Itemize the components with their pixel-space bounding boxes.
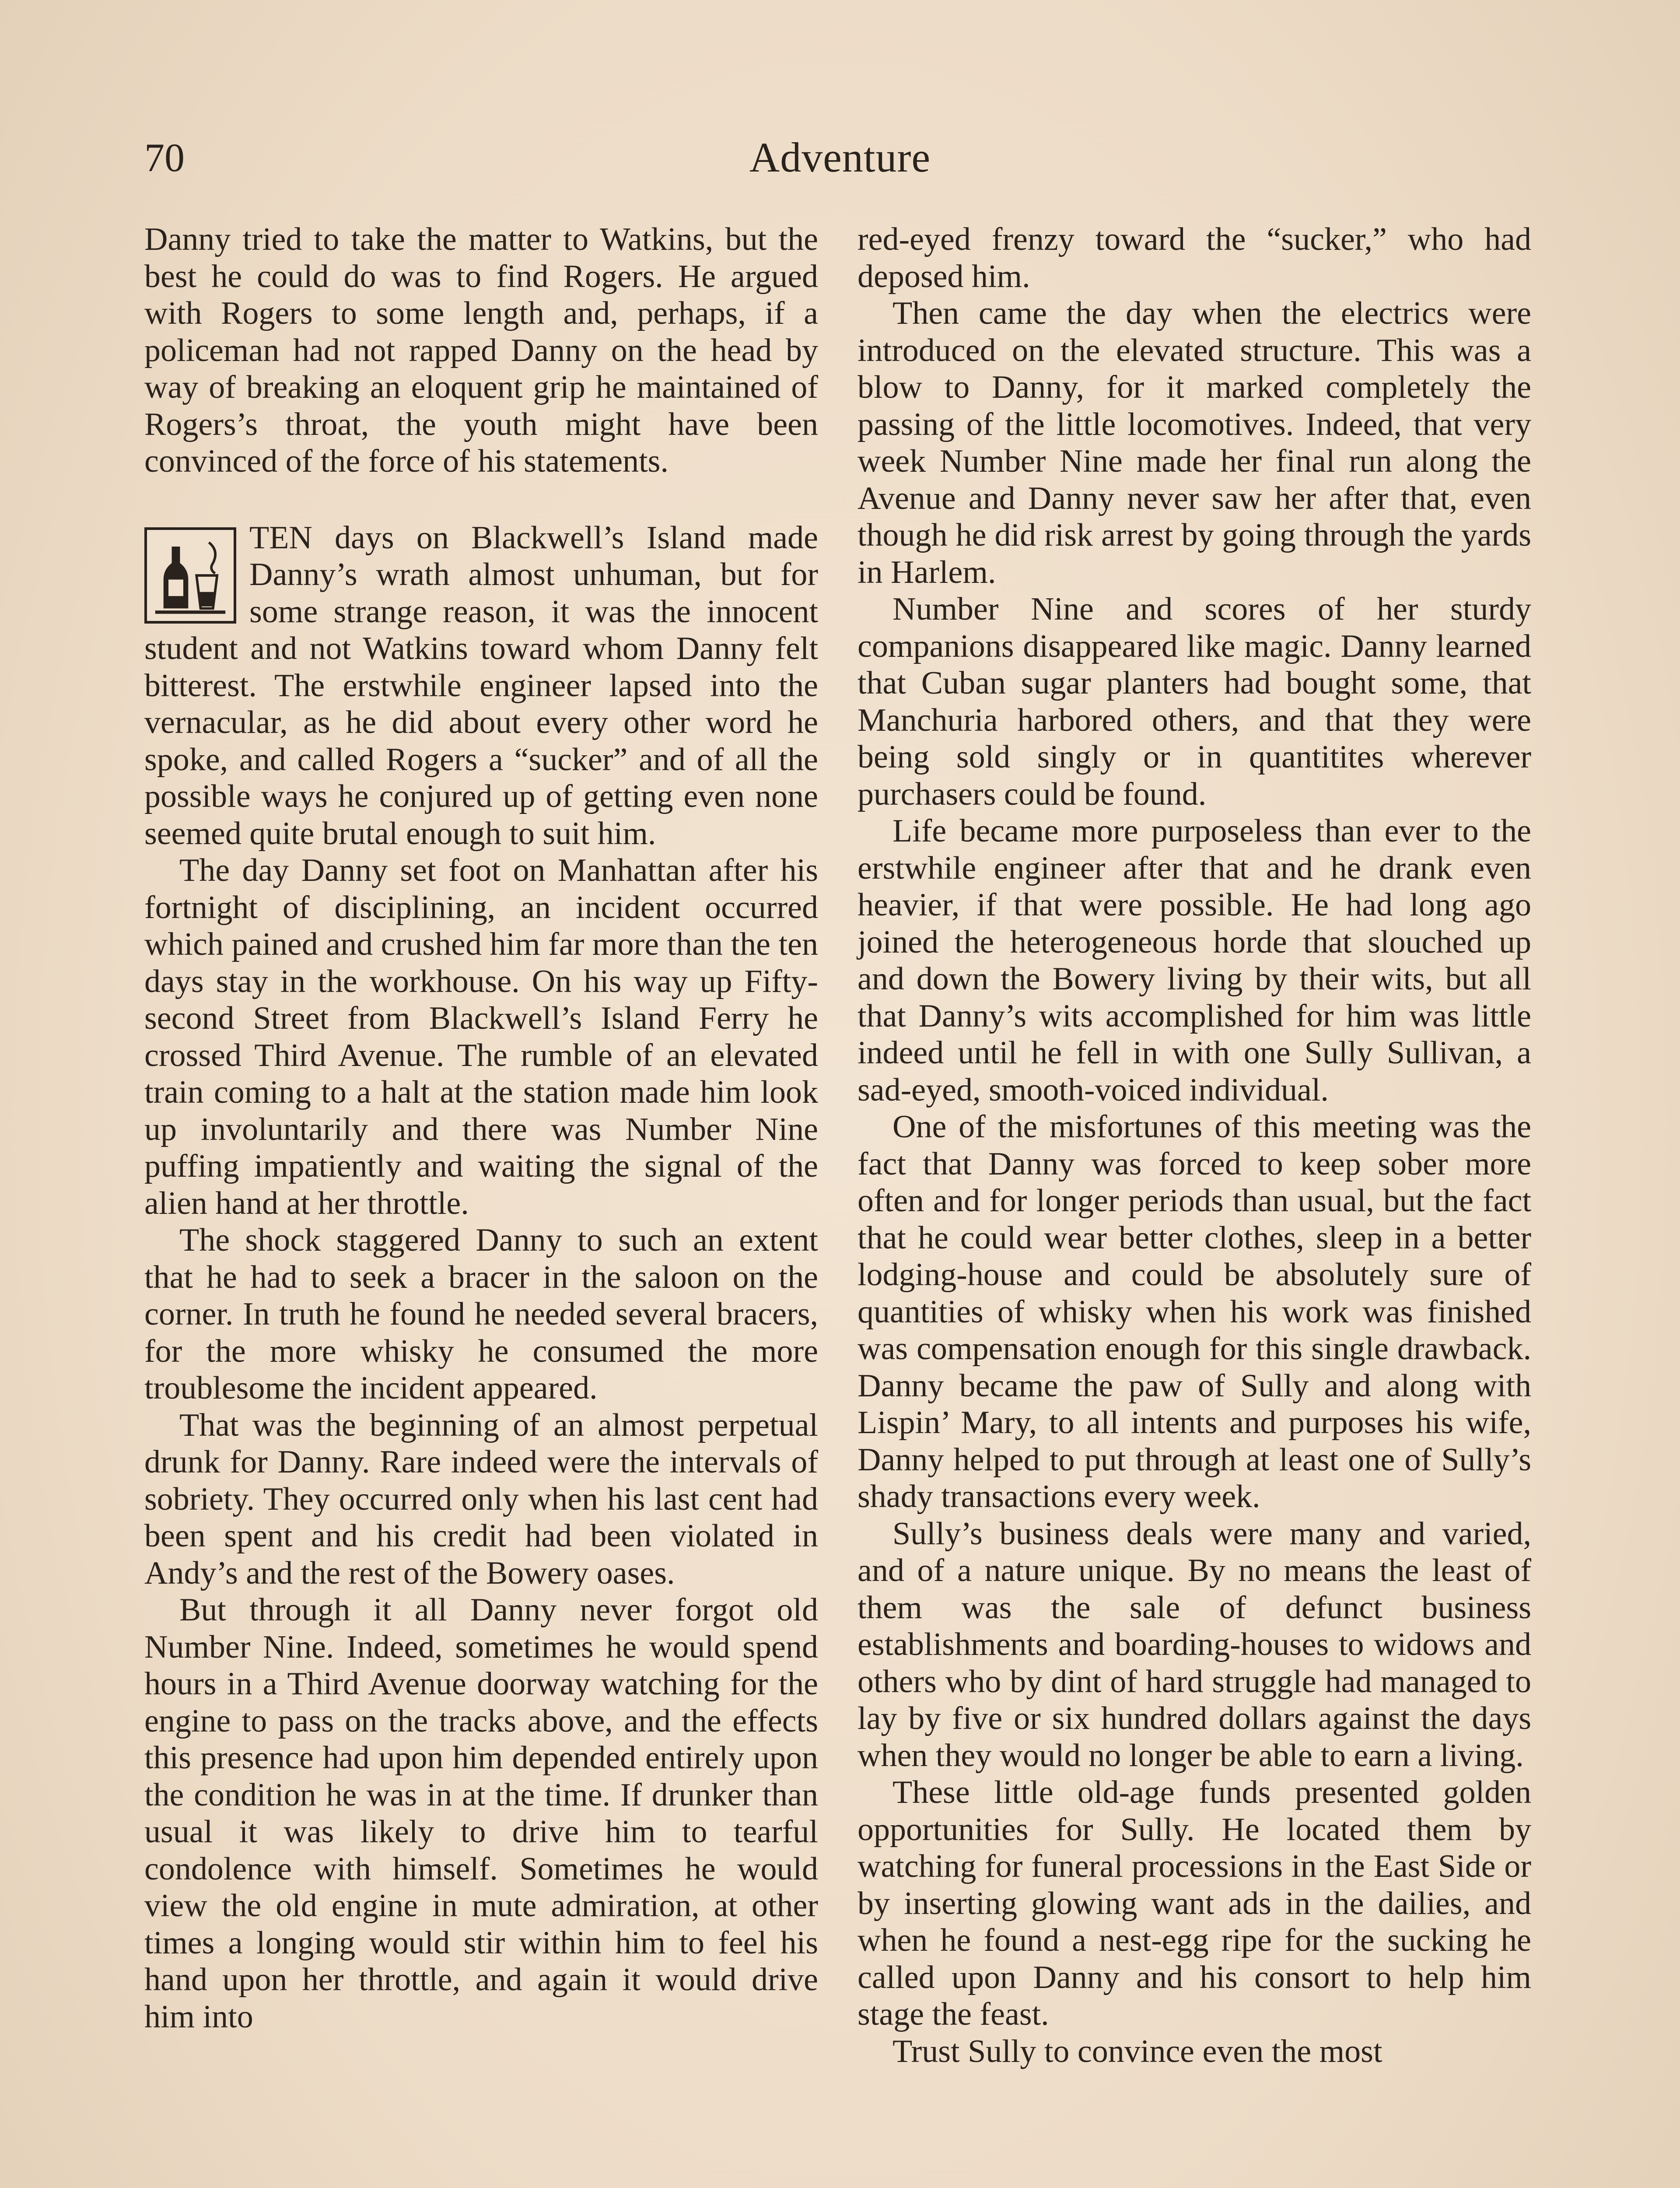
running-title: Adventure	[749, 134, 931, 181]
page-number: 70	[144, 135, 185, 180]
left-column	[144, 221, 818, 2035]
paragraph: Danny tried to take the matter to Watkins, but the best he could do was to find Rogers. He argued with Rogers to some length and, perhaps, if a policeman had not rapped Danny on the head by way of breaking an eloquent grip he maintained of Rogers’s throat, the youth might have been convinced of the force of his statements.	[144, 221, 818, 479]
running-header	[144, 127, 1536, 188]
paragraph: Then came the day when the electrics were introduced on the elevated structure. This was a blow to Danny, for it marked completely the passing of the little locomotives. Indeed, that very week Number Nine made her final run along the Avenue and Danny never saw her after that, even though he did risk arrest by going through the yards in Harlem.	[858, 295, 1531, 590]
paragraph: TEN days on Blackwell’s Island made Danny’s wrath almost unhuman, but for some strange reason, it was the innocent student and not Watkins toward whom Danny felt bitterest. The erstwhile engineer lapsed into the vernacular, as he did about every other word he spoke, and called Rogers a “sucker” and of all the possible ways he conjured up of getting even none seemed quite brutal enough to suit him.	[144, 519, 818, 852]
paragraph: But through it all Danny never forgot old Number Nine. Indeed, sometimes he would spend hours in a Third Avenue doorway watching for the engine to pass on the tracks above, and the effects this presence had upon him depended entirely upon the condition he was in at the time. If drunker than usual it was likely to drive him to tearful condolence with himself. Sometimes he would view the old engine in mute admiration, at other times a longing would stir within him to feel his hand upon her throttle, and again it would drive him into	[144, 1592, 818, 2035]
bottle-glass-icon	[147, 530, 234, 621]
paragraph: These little old-age funds presented golden opportunities for Sully. He located them by watching for funeral processions in the East Side or by inserting glowing want ads in the dailies, and when he found a nest-egg ripe for the sucking he called upon Danny and his consort to help him stage the feast.	[858, 1774, 1531, 2032]
decorative-initial-bottle-icon	[144, 527, 236, 624]
section-break	[144, 480, 818, 519]
paragraph: Life became more purposeless than ever to the erstwhile engineer after that and he drank even heavier, if that were possible. He had long ago joined the heterogeneous horde that slouched up and down the Bowery living by their wits, but all that Danny’s wits accomplished for him was little indeed until he fell in with one Sully Sullivan, a sad-eyed, smooth-voiced individual.	[858, 813, 1531, 1108]
paragraph: Trust Sully to convince even the most	[892, 2033, 1382, 2069]
paragraph: The day Danny set foot on Manhattan after his fortnight of disciplining, an incident occurred which pained and crushed him far more than the ten days stay in the workhouse. On his way up Fifty-second Street from Blackwell’s Island Ferry he crossed Third Avenue. The rumble of an elevated train coming to a halt at the station made him look up involuntarily and there was Number Nine puffing impatiently and waiting the signal of the alien hand at her throttle.	[144, 852, 818, 1221]
paragraph: The shock staggered Danny to such an extent that he had to seek a bracer in the saloon on the corner. In truth he found he needed several bracers, for the more whisky he consumed the more troublesome the incident appeared.	[144, 1222, 818, 1406]
paragraph: Sully’s business deals were many and varied, and of a nature unique. By no means the least of them was the sale of defunct business establishments and boarding-houses to widows and others who by dint of hard struggle had managed to lay by five or six hundred dollars against the days when they would no longer be able to earn a living.	[858, 1515, 1531, 1774]
paragraph: That was the beginning of an almost perpetual drunk for Danny. Rare indeed were the intervals of sobriety. They occurred only when his last cent had been spent and his credit had been violated in Andy’s and the rest of the Bowery oases.	[144, 1407, 818, 1591]
paragraph: Number Nine and scores of her sturdy companions disappeared like magic. Danny learned that Cuban sugar planters had bought some, that Manchuria harbored others, and that they were being sold singly or in quantitites wherever purchasers could be found.	[858, 591, 1531, 812]
right-column	[858, 221, 1531, 2070]
paragraph: One of the misfortunes of this meeting was the fact that Danny was forced to keep sober more often and for longer periods than usual, but the fact that he could wear better clothes, sleep in a better lodging-house and could be absolutely sure of quantities of whisky when his work was finished was compensation enough for this single drawback. Danny became the paw of Sully and along with Lispin’ Mary, to all intents and purposes his wife, Danny helped to put through at least one of Sully’s shady transactions every week.	[858, 1109, 1531, 1515]
paragraph: red-eyed frenzy toward the “sucker,” who had deposed him.	[858, 221, 1531, 295]
